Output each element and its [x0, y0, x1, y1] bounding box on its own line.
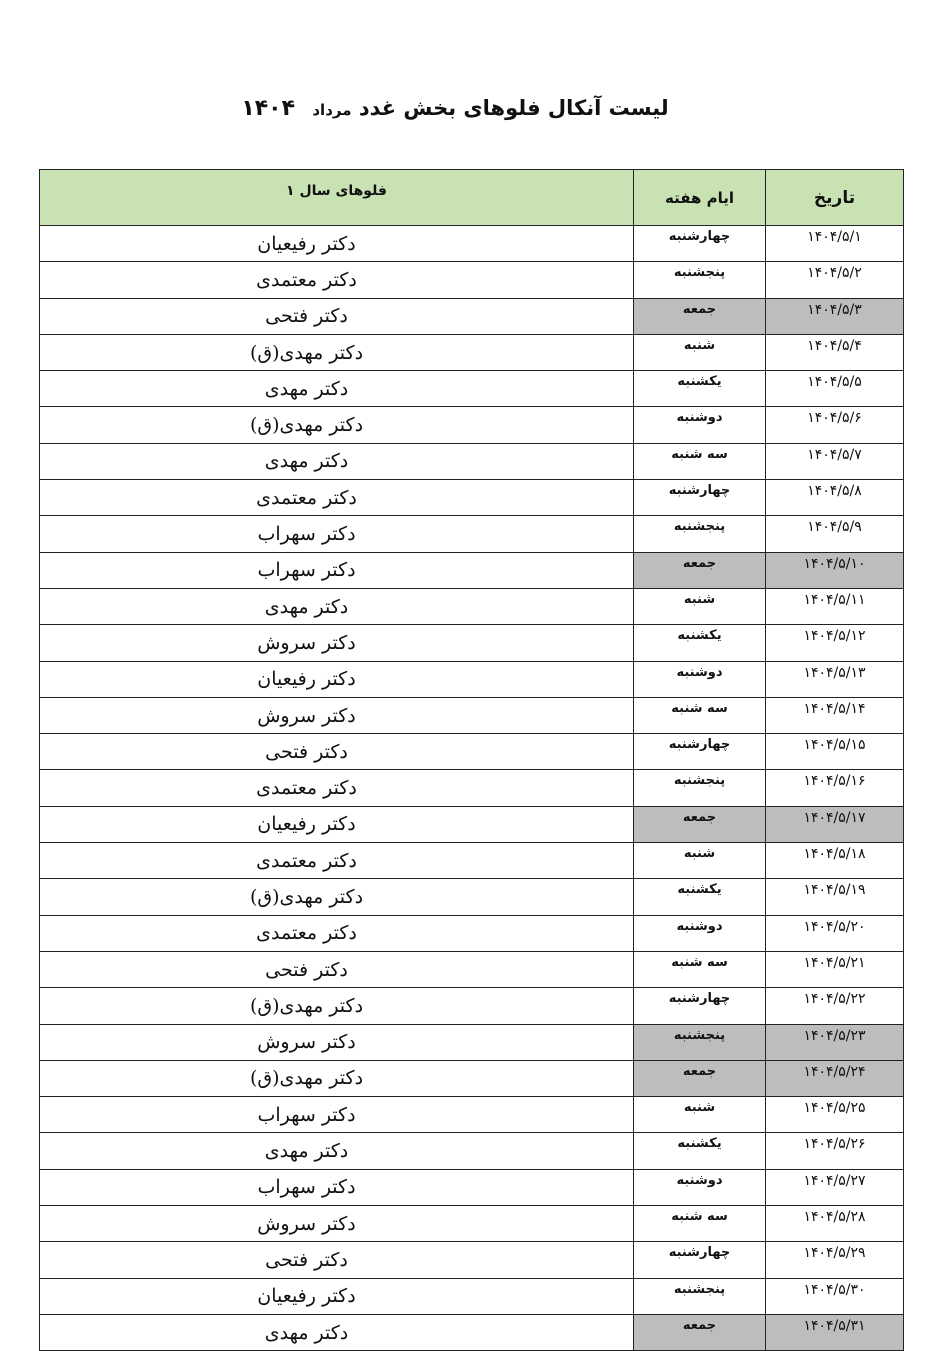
- date-cell: ۱۴۰۴/۵/۵: [766, 371, 904, 407]
- weekday-cell: دوشنبه: [634, 407, 766, 443]
- weekday-cell: سه شنبه: [634, 443, 766, 479]
- fellow-name-cell: دکتر سهراب: [40, 552, 634, 588]
- date-cell: ۱۴۰۴/۵/۱۲: [766, 625, 904, 661]
- fellow-name-cell: دکتر مهدی(ق): [40, 879, 634, 915]
- date-cell: ۱۴۰۴/۵/۱۰: [766, 552, 904, 588]
- fellow-name-cell: دکتر مهدی: [40, 371, 634, 407]
- weekday-cell: چهارشنبه: [634, 226, 766, 262]
- date-cell: ۱۴۰۴/۵/۷: [766, 443, 904, 479]
- fellow-name-cell: دکتر فتحی: [40, 298, 634, 334]
- weekday-cell: یکشنبه: [634, 625, 766, 661]
- fellow-name-cell: دکتر رفیعیان: [40, 806, 634, 842]
- date-cell: ۱۴۰۴/۵/۲۸: [766, 1206, 904, 1242]
- fellow-name-cell: دکتر معتمدی: [40, 262, 634, 298]
- fellow-name-cell: دکتر سروش: [40, 1206, 634, 1242]
- table-row: [40, 480, 904, 516]
- weekday-cell: یکشنبه: [634, 1133, 766, 1169]
- fellow-name-cell: دکتر مهدی(ق): [40, 334, 634, 370]
- weekday-cell: پنجشنبه: [634, 770, 766, 806]
- table-row: [40, 1278, 904, 1314]
- weekday-cell: شنبه: [634, 588, 766, 624]
- table-row: [40, 1242, 904, 1278]
- table-row: [40, 697, 904, 733]
- weekday-cell: چهارشنبه: [634, 734, 766, 770]
- date-cell: ۱۴۰۴/۵/۱۷: [766, 806, 904, 842]
- weekday-cell: شنبه: [634, 843, 766, 879]
- date-cell: ۱۴۰۴/۵/۸: [766, 480, 904, 516]
- date-cell: ۱۴۰۴/۵/۱۴: [766, 697, 904, 733]
- table-row: [40, 371, 904, 407]
- weekday-cell: جمعه: [634, 806, 766, 842]
- weekday-cell: چهارشنبه: [634, 480, 766, 516]
- date-cell: ۱۴۰۴/۵/۳: [766, 298, 904, 334]
- table-body: [40, 226, 904, 1351]
- table-row: [40, 1060, 904, 1096]
- fellow-name-cell: دکتر مهدی: [40, 1133, 634, 1169]
- weekday-cell: جمعه: [634, 1314, 766, 1350]
- table-row: [40, 443, 904, 479]
- fellow-name-cell: دکتر معتمدی: [40, 770, 634, 806]
- fellow-name-cell: دکتر سهراب: [40, 1097, 634, 1133]
- table-row: [40, 661, 904, 697]
- table-row: [40, 298, 904, 334]
- weekday-cell: پنجشنبه: [634, 516, 766, 552]
- weekday-cell: سه شنبه: [634, 1206, 766, 1242]
- table-row: [40, 334, 904, 370]
- date-cell: ۱۴۰۴/۵/۱۶: [766, 770, 904, 806]
- fellow-name-cell: دکتر مهدی: [40, 1314, 634, 1350]
- date-cell: ۱۴۰۴/۵/۴: [766, 334, 904, 370]
- date-cell: ۱۴۰۴/۵/۲۳: [766, 1024, 904, 1060]
- title-main: لیست آنکال فلوهای بخش غدد: [358, 96, 669, 120]
- table-row: [40, 625, 904, 661]
- date-cell: ۱۴۰۴/۵/۲: [766, 262, 904, 298]
- fellow-name-cell: دکتر رفیعیان: [40, 661, 634, 697]
- table-row: [40, 1206, 904, 1242]
- fellow-name-cell: دکتر سهراب: [40, 1169, 634, 1205]
- table-row: [40, 552, 904, 588]
- date-cell: ۱۴۰۴/۵/۲۹: [766, 1242, 904, 1278]
- date-cell: ۱۴۰۴/۵/۲۲: [766, 988, 904, 1024]
- date-cell: ۱۴۰۴/۵/۱۱: [766, 588, 904, 624]
- fellow-name-cell: دکتر مهدی: [40, 443, 634, 479]
- date-cell: ۱۴۰۴/۵/۱۵: [766, 734, 904, 770]
- fellow-name-cell: دکتر معتمدی: [40, 915, 634, 951]
- table-row: [40, 1024, 904, 1060]
- column-header-date: تاریخ: [766, 170, 904, 226]
- table-row: [40, 843, 904, 879]
- fellow-name-cell: دکتر مهدی(ق): [40, 988, 634, 1024]
- date-cell: ۱۴۰۴/۵/۲۵: [766, 1097, 904, 1133]
- weekday-cell: پنجشنبه: [634, 1024, 766, 1060]
- table-row: [40, 262, 904, 298]
- date-cell: ۱۴۰۴/۵/۲۶: [766, 1133, 904, 1169]
- table-row: [40, 951, 904, 987]
- fellow-name-cell: دکتر سروش: [40, 1024, 634, 1060]
- fellow-name-cell: دکتر معتمدی: [40, 480, 634, 516]
- table-row: [40, 988, 904, 1024]
- table-row: [40, 879, 904, 915]
- weekday-cell: دوشنبه: [634, 1169, 766, 1205]
- weekday-cell: سه شنبه: [634, 951, 766, 987]
- date-cell: ۱۴۰۴/۵/۱۳: [766, 661, 904, 697]
- date-cell: ۱۴۰۴/۵/۱۹: [766, 879, 904, 915]
- weekday-cell: چهارشنبه: [634, 988, 766, 1024]
- weekday-cell: دوشنبه: [634, 915, 766, 951]
- weekday-cell: شنبه: [634, 334, 766, 370]
- weekday-cell: پنجشنبه: [634, 1278, 766, 1314]
- weekday-cell: پنجشنبه: [634, 262, 766, 298]
- table-header-row: [40, 170, 904, 226]
- date-cell: ۱۴۰۴/۵/۳۰: [766, 1278, 904, 1314]
- date-cell: ۱۴۰۴/۵/۲۴: [766, 1060, 904, 1096]
- weekday-cell: شنبه: [634, 1097, 766, 1133]
- fellow-name-cell: دکتر مهدی(ق): [40, 407, 634, 443]
- table-row: [40, 734, 904, 770]
- title-year: ۱۴۰۴: [241, 96, 296, 121]
- table-row: [40, 1097, 904, 1133]
- column-header-day: ایام هفته: [634, 170, 766, 226]
- table-row: [40, 226, 904, 262]
- fellow-name-cell: دکتر فتحی: [40, 951, 634, 987]
- page-title: [0, 96, 910, 121]
- table-row: [40, 516, 904, 552]
- weekday-cell: یکشنبه: [634, 879, 766, 915]
- date-cell: ۱۴۰۴/۵/۲۷: [766, 1169, 904, 1205]
- weekday-cell: جمعه: [634, 552, 766, 588]
- fellow-name-cell: دکتر مهدی(ق): [40, 1060, 634, 1096]
- fellow-name-cell: دکتر فتحی: [40, 734, 634, 770]
- table-row: [40, 806, 904, 842]
- date-cell: ۱۴۰۴/۵/۹: [766, 516, 904, 552]
- date-cell: ۱۴۰۴/۵/۶: [766, 407, 904, 443]
- date-cell: ۱۴۰۴/۵/۱۸: [766, 843, 904, 879]
- fellow-name-cell: دکتر سروش: [40, 697, 634, 733]
- date-cell: ۱۴۰۴/۵/۲۰: [766, 915, 904, 951]
- column-header-fellows: فلوهای سال ۱: [40, 170, 634, 226]
- table-row: [40, 1169, 904, 1205]
- date-cell: ۱۴۰۴/۵/۱: [766, 226, 904, 262]
- fellow-name-cell: دکتر سهراب: [40, 516, 634, 552]
- fellow-name-cell: دکتر رفیعیان: [40, 226, 634, 262]
- table-row: [40, 588, 904, 624]
- weekday-cell: جمعه: [634, 298, 766, 334]
- table-row: [40, 1133, 904, 1169]
- oncall-table: [39, 169, 904, 1351]
- fellow-name-cell: دکتر رفیعیان: [40, 1278, 634, 1314]
- title-month: مرداد: [312, 101, 352, 119]
- fellow-name-cell: دکتر فتحی: [40, 1242, 634, 1278]
- weekday-cell: سه شنبه: [634, 697, 766, 733]
- fellow-name-cell: دکتر معتمدی: [40, 843, 634, 879]
- weekday-cell: چهارشنبه: [634, 1242, 766, 1278]
- table-row: [40, 915, 904, 951]
- date-cell: ۱۴۰۴/۵/۳۱: [766, 1314, 904, 1350]
- weekday-cell: جمعه: [634, 1060, 766, 1096]
- weekday-cell: دوشنبه: [634, 661, 766, 697]
- date-cell: ۱۴۰۴/۵/۲۱: [766, 951, 904, 987]
- table-row: [40, 407, 904, 443]
- fellow-name-cell: دکتر مهدی: [40, 588, 634, 624]
- fellow-name-cell: دکتر سروش: [40, 625, 634, 661]
- table-row: [40, 770, 904, 806]
- weekday-cell: یکشنبه: [634, 371, 766, 407]
